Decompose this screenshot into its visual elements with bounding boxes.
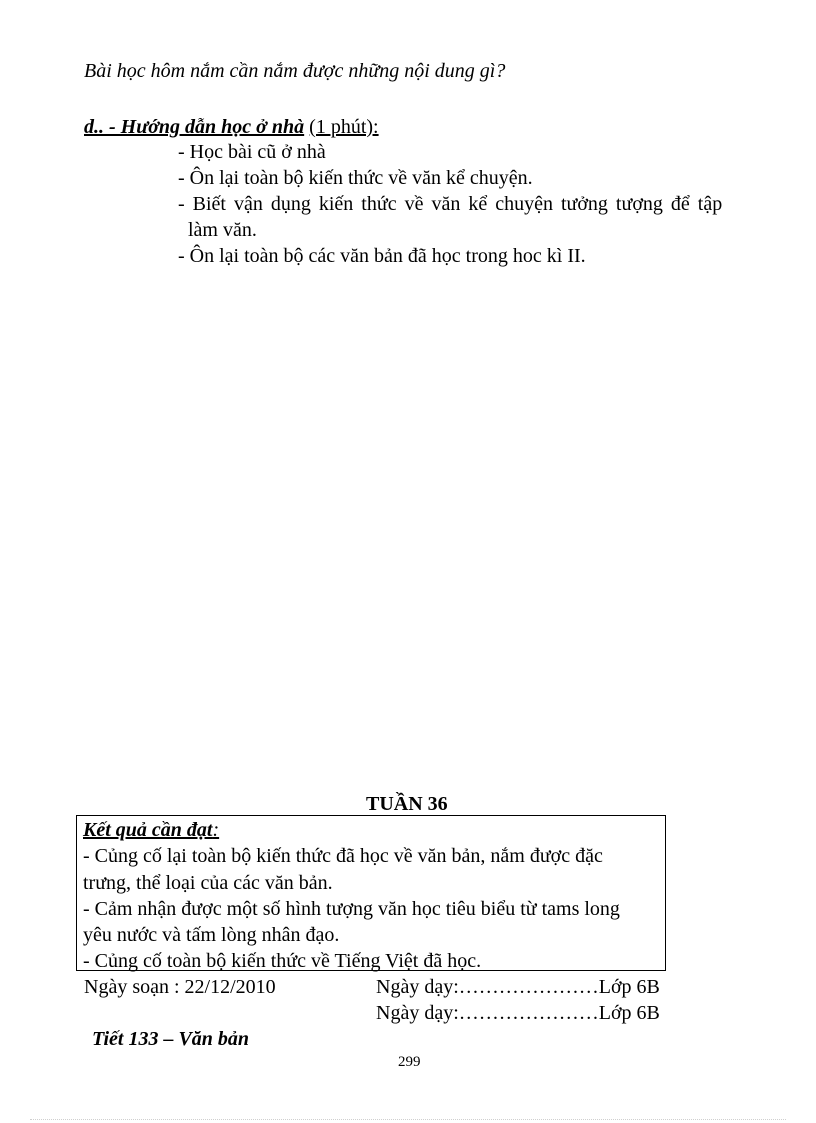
homework-item-continuation: làm văn. bbox=[188, 219, 257, 241]
homework-item: - Ôn lại toàn bộ kiến thức về văn kể chuyện. bbox=[178, 167, 533, 189]
page-number: 299 bbox=[398, 1054, 421, 1070]
page-bottom-rule bbox=[30, 1119, 786, 1120]
homework-heading bbox=[84, 116, 379, 139]
lesson-title: Tiết 133 – Văn bản bbox=[92, 1028, 250, 1050]
homework-heading-title: d.. - Hướng dẫn học ở nhà bbox=[84, 116, 305, 138]
expected-results-line: trưng, thể loại của các văn bản. bbox=[83, 872, 333, 894]
expected-results-line: - Củng cố lại toàn bộ kiến thức đã học về văn bản, nắm được đặc bbox=[83, 845, 603, 867]
expected-results-line: yêu nước và tấm lòng nhân đạo. bbox=[83, 924, 340, 946]
expected-results-line: - Cảm nhận được một số hình tượng văn học tiêu biểu từ tams long bbox=[83, 898, 620, 920]
week-title: TUẦN 36 bbox=[366, 793, 448, 815]
expected-results-line: - Củng cố toàn bộ kiến thức về Tiếng Việt đã học. bbox=[83, 950, 482, 972]
homework-item: - Ôn lại toàn bộ các văn bản đã học trong hoc kì II. bbox=[178, 245, 586, 267]
expected-results-title bbox=[83, 819, 219, 842]
expected-results-title-text: Kết quả cần đạt bbox=[83, 819, 213, 841]
prepared-date: Ngày soạn : 22/12/2010 bbox=[84, 976, 276, 998]
homework-item: - Học bài cũ ở nhà bbox=[178, 141, 326, 163]
homework-item: - Biết vận dụng kiến thức về văn kể chuyện tưởng tượng để tập bbox=[178, 193, 723, 215]
homework-heading-duration: (1 phút): bbox=[309, 116, 379, 138]
taught-date: Ngày dạy:…………………Lớp 6B bbox=[376, 976, 660, 998]
review-question: Bài học hôm nắm cần nắm được những nội dung gì? bbox=[84, 60, 506, 82]
taught-date: Ngày dạy:…………………Lớp 6B bbox=[376, 1002, 660, 1024]
expected-results-title-colon: : bbox=[212, 819, 220, 841]
